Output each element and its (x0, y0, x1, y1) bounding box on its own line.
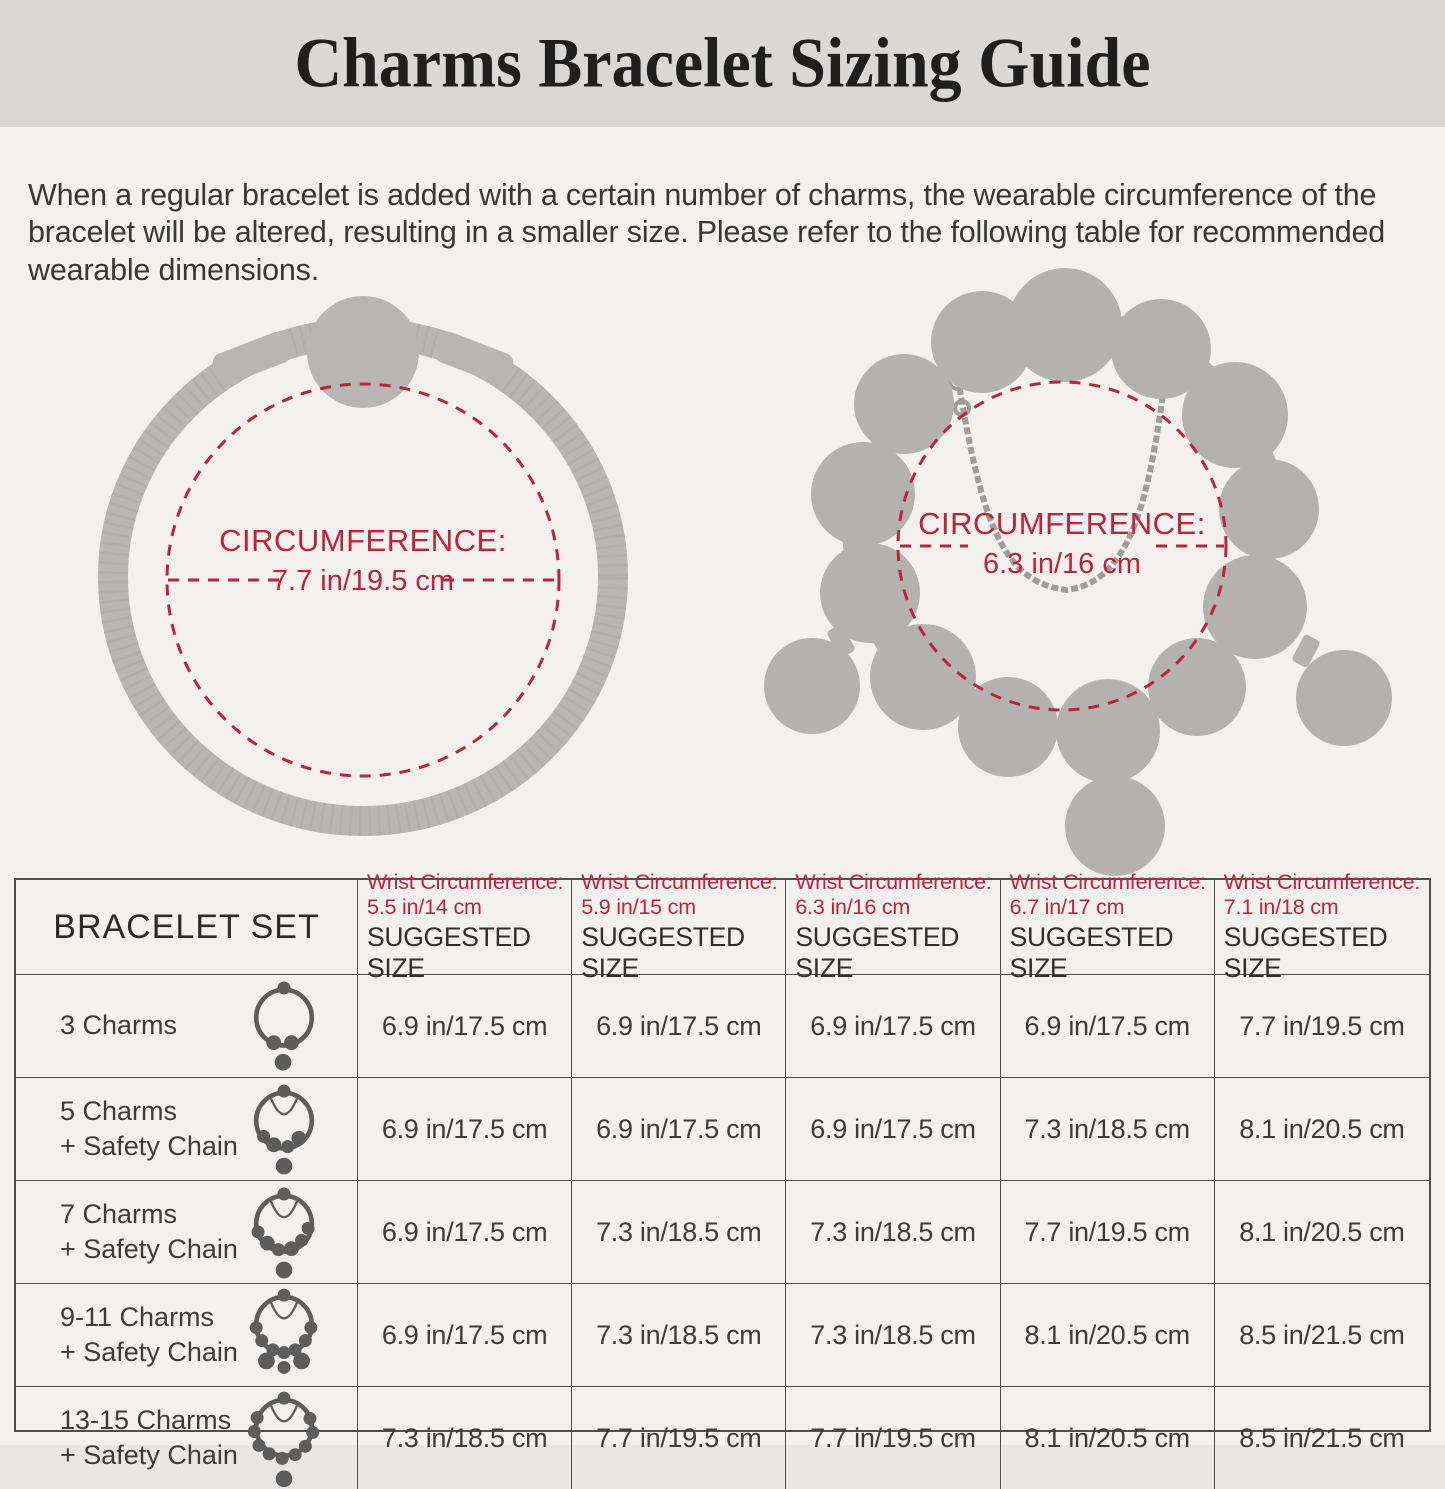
table-header-col-3 (786, 869, 1000, 984)
suggested-size-label: SUGGESTED SIZE (581, 922, 745, 984)
clasp-ball (307, 296, 419, 408)
row-label-line2: + Safety Chain (60, 1440, 238, 1470)
table-header-col-5 (1215, 869, 1429, 984)
table-header-col-4 (1001, 869, 1215, 984)
circumference-caption: CIRCUMFERENCE: (918, 506, 1206, 541)
size-value: 8.1 in/20.5 cm (1215, 1078, 1429, 1181)
size-value: 8.1 in/20.5 cm (1001, 1387, 1215, 1489)
suggested-size-label: SUGGESTED SIZE (1009, 922, 1174, 984)
charms-bracelet-circumference-label (897, 505, 1227, 582)
size-value: 6.9 in/17.5 cm (572, 1078, 786, 1181)
size-value: 6.9 in/17.5 cm (358, 975, 572, 1078)
wrist-circumference-label: Wrist Circumference: (1009, 869, 1206, 894)
size-value: 7.3 in/18.5 cm (786, 1284, 1000, 1387)
size-value: 8.1 in/20.5 cm (1001, 1284, 1215, 1387)
size-value: 6.9 in/17.5 cm (358, 1078, 572, 1181)
wrist-circumference-value: 5.5 in/14 cm (367, 894, 482, 919)
wrist-circumference-label: Wrist Circumference: (795, 869, 992, 894)
page-title: Charms Bracelet Sizing Guide (294, 23, 1151, 103)
size-value: 7.7 in/19.5 cm (786, 1387, 1000, 1489)
size-value: 7.3 in/18.5 cm (572, 1181, 786, 1284)
suggested-size-label: SUGGESTED SIZE (795, 922, 960, 984)
wrist-circumference-label: Wrist Circumference: (1223, 869, 1421, 894)
size-value: 8.5 in/21.5 cm (1239, 1422, 1405, 1453)
row-label-line1: 7 Charms (60, 1198, 178, 1229)
size-value: 8.5 in/21.5 cm (1215, 1284, 1429, 1387)
sizing-table (14, 869, 1431, 1470)
table-row-label-5-charms (16, 1078, 358, 1181)
table-header-col-1 (358, 869, 572, 984)
size-value: 7.3 in/18.5 cm (358, 1387, 572, 1489)
size-value: 7.7 in/19.5 cm (572, 1387, 786, 1489)
circumference-value: 6.3 in/16 cm (983, 548, 1141, 581)
size-value: 6.9 in/17.5 cm (572, 975, 786, 1078)
size-value: 6.9 in/17.5 cm (786, 975, 1000, 1078)
circumference-value: 7.7 in/19.5 cm (271, 565, 455, 598)
wrist-circumference-label: Wrist Circumference: (367, 869, 564, 894)
intro-paragraph: When a regular bracelet is added with a certain number of charms, the wearable circumference of the bracelet will be altered, resulting in a smaller size. Please refer to the following table for recommended wearable dimensions. (28, 177, 1386, 288)
table-header-bracelet-set: BRACELET SET (16, 880, 358, 975)
row-label-line2: + Safety Chain (60, 1234, 238, 1264)
row-label-line1: 9-11 Charms (60, 1301, 215, 1332)
bracelet-5-charms-icon (241, 1078, 327, 1180)
wrist-circumference-label: Wrist Circumference: (581, 869, 778, 894)
table-row-label-3-charms (16, 975, 358, 1078)
size-value: 7.7 in/19.5 cm (1215, 975, 1429, 1078)
table-header-col-2 (572, 869, 786, 984)
table-row-label-7-charms (16, 1181, 358, 1284)
wrist-circumference-value: 5.9 in/15 cm (581, 894, 696, 919)
size-value: 6.9 in/17.5 cm (786, 1078, 1000, 1181)
suggested-size-label: SUGGESTED SIZE (367, 922, 531, 984)
bracelet-3-charms-icon (241, 975, 327, 1077)
size-value: 7.7 in/19.5 cm (1001, 1181, 1215, 1284)
title-band (0, 0, 1445, 127)
size-value: 6.9 in/17.5 cm (358, 1284, 572, 1387)
table-row-label-13-15-charms (16, 1387, 358, 1489)
bracelet-9-11-charms-icon (241, 1284, 327, 1386)
suggested-size-label: SUGGESTED SIZE (1223, 922, 1388, 984)
wrist-circumference-value: 6.7 in/17 cm (1009, 894, 1125, 919)
row-label-line1: 13-15 Charms (60, 1404, 232, 1435)
plain-bracelet-circumference-label (198, 522, 528, 599)
row-label-line1: 3 Charms (60, 1010, 178, 1041)
circumference-caption: CIRCUMFERENCE: (219, 523, 507, 558)
row-label-line2: + Safety Chain (60, 1131, 238, 1161)
size-value: 6.9 in/17.5 cm (358, 1181, 572, 1284)
size-value: 6.9 in/17.5 cm (1001, 975, 1215, 1078)
wrist-circumference-value: 7.1 in/18 cm (1223, 894, 1339, 919)
row-label-line2: + Safety Chain (60, 1337, 238, 1367)
wrist-circumference-value: 6.3 in/16 cm (795, 894, 911, 919)
size-value: 7.3 in/18.5 cm (786, 1181, 1000, 1284)
bracelet-7-charms-icon (241, 1181, 327, 1283)
size-value: 7.3 in/18.5 cm (1001, 1078, 1215, 1181)
table-row-label-9-11-charms (16, 1284, 358, 1387)
bracelet-13-15-charms-icon (241, 1387, 327, 1489)
row-label-line1: 5 Charms (60, 1095, 178, 1126)
size-value: 7.3 in/18.5 cm (572, 1284, 786, 1387)
size-value: 8.1 in/20.5 cm (1215, 1181, 1429, 1284)
